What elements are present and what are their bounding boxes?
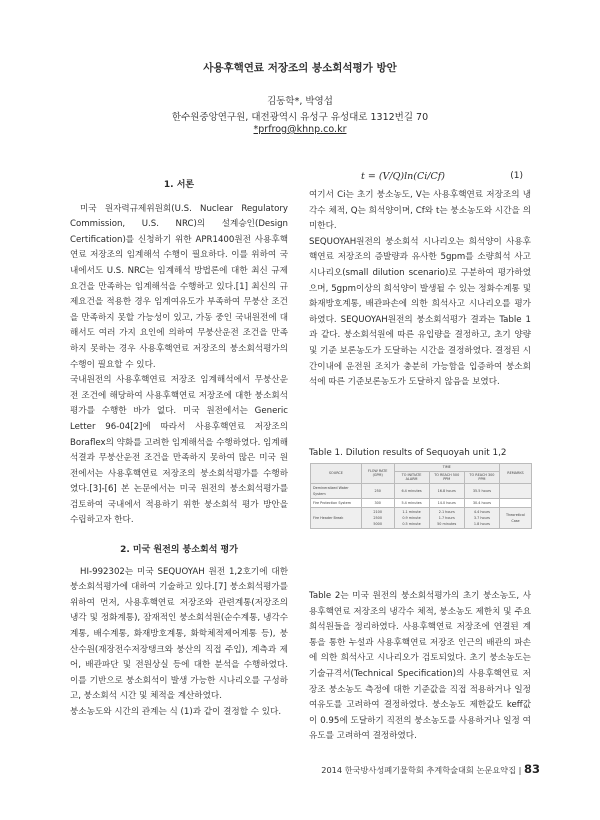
cell-500: 16.8 hours — [429, 483, 464, 498]
col-flow-rate: FLOW RATE (GPM) — [361, 464, 394, 484]
cell-alarm: 1.1 minute 0.9 minute 0.5 minute — [394, 507, 429, 528]
table-row — [311, 498, 532, 507]
left-column — [70, 178, 288, 721]
cell-source: Demineralized Water System — [311, 483, 362, 498]
table-row — [311, 483, 532, 498]
cell-flow: 300 — [361, 498, 394, 507]
cell-flow: 2100 2500 5000 — [361, 507, 394, 528]
cell-500: 14.0 hours — [429, 498, 464, 507]
page-number: 83 — [523, 762, 540, 776]
table-row — [311, 507, 532, 528]
footer-text: 2014 한국방사성폐기물학회 추계학술대회 논문요약집 — [321, 765, 516, 775]
right-column-lower — [309, 589, 531, 745]
equation-number: (1) — [510, 171, 523, 181]
col-source: SOURCE — [311, 464, 362, 484]
cell-remarks — [499, 483, 531, 498]
intro-paragraph-2: 국내원전의 사용후핵연료 저장조 임계해석에서 무붕산운전 조건에 해당하여 사용후핵연료 저장조에 대한 붕소회석 평가를 수행한 바가 없다. 미국 원전에서는 Generic Letter 96-04[2]에 따라서 사용후핵연료 저장조의 Boraflex의 약화를 고려한 임계해석을 수행하였다. 임계해석결과 무붕산운전 조건을 만족하지 못하여 많은 미국 원전에서는 사용후핵연료 저장조의 붕소회석평가를 수행하였다.[3]-[6] 본 논문에서는 미국 원전의 붕소회석평가를 검토하여 국내에서 적용하기 위한 붕소회석 평가 방안을 수립하고자 한다. — [70, 375, 289, 526]
section-heading-us-plants: 2. 미국 원전의 붕소회석 평가 — [120, 545, 238, 556]
affiliation: 한수원중앙연구원, 대전광역시 유성구 유성대로 1312번길 70 — [171, 112, 429, 123]
cell-300: 30.4 hours — [464, 498, 499, 507]
cell-300: 4.4 hours 3.7 hours 1.8 hours — [464, 507, 499, 528]
us-paragraph-1: HI-992302는 미국 SEQUOYAH 원전 1,2호기에 대한 붕소회석평가에 대하여 기술하고 있다.[7] 붕소회석평가를 위하여 먼저, 사용후핵연료 저장조와 관련계통(저장조의 냉각 및 정화계통), 잠재적인 붕소회석원(순수계통, 냉각수계통, 배수계통, 화재방호계통, 화학체적제어계통 등), 붕산수원(재장전수저장탱크와 붕산의 직접 주입), 계측과 제어, 배관파단 및 전원상실 등에 대한 분석을 수행하였다. 이를 기반으로 붕소회석이 발생 가능한 시나리오를 구성하고, 붕소회석 시간 및 체적을 계산하였다. — [70, 566, 288, 702]
cell-source: Fire Header Break — [311, 507, 362, 528]
footer — [321, 762, 540, 776]
col-time-alarm: TO INITIATE ALARM — [394, 471, 429, 483]
intro-paragraph-1: 미국 원자력규제위원회(U.S. Nuclear Regulatory Commission, U.S. NRC)의 설계승인(Design Certification)를 신청하기 위한 APR1400원전 사용후핵연료 저장조의 임계해석 수행이 필요하다. 이를 위하여 국내에서도 U.S. NRC는 임계해석 방법론에 대한 최신 규제요건을 만족하는 임계해석을 수행하고 있다.[1] 최신의 규제요건을 적용한 경우 임계여유도가 부족하여 무붕산 조건을 만족하지 못할 가능성이 있고, 가동 중인 국내원전에 대해서도 여러 가지 요인에 의하여 무붕산운전 조건을 만족하지 못하는 경우 사용후핵연료 저장조의 붕소회석평가의 수행이 필요할 수 있다. — [70, 203, 288, 370]
col-time-300: TO REACH 300 PPM — [464, 471, 499, 483]
right-paragraph-3: Table 2는 미국 원전의 붕소회석평가의 초기 붕소농도, 사용후핵연료 저장조의 냉각수 체적, 붕소농도 제한치 및 주요 희석원들을 정리하였다. 사용후핵연료 저장조에 연결된 계통을 통한 누설과 사용후핵연료 저장조 인근의 배관의 파손에 의한 희석사고 시나리오가 검토되었다. 초기 붕소농도는 기술규격서(Technical Specification)의 사용후핵연료 저장조 붕소농도 측정에 대한 기준값을 직접 적용하거나 일정 여유도를 고려하여 결정하였다. 붕소농도 제한값도 keff값이 0.95에 도달하기 직전의 붕소농도를 사용하거나 일정 여유도를 고려하여 결정하였다. — [309, 591, 531, 742]
col-time: TIME — [394, 464, 499, 472]
equation-formula: t = (V/Q)ln(Ci/Cf) — [361, 171, 445, 182]
us-paragraph-2: 붕소농도와 시간의 관계는 식 (1)과 같이 결정할 수 있다. — [70, 707, 282, 717]
author-line: 김동학*, 박영섭 — [267, 96, 333, 107]
email-text: *prfrog@khnp.co.kr — [253, 124, 347, 135]
right-column-upper — [309, 188, 531, 391]
col-time-500: TO REACH 500 PPM — [429, 471, 464, 483]
paper-title: 사용후핵연료 저장조의 붕소회석평가 방안 — [203, 62, 397, 74]
cell-remarks — [499, 498, 531, 507]
right-paragraph-2: SEQUOYAH원전의 붕소회석 시나리오는 희석양이 사용후핵연료 저장조의 증발량과 유사한 5gpm를 소량희석 사고시나리오(small dilution scenario)로 구분하여 평가하였으며, 5gpm이상의 희석양이 발생될 수 있는 정화수계통 및 화재방호계통, 배관파손에 의한 희석사고 시나리오를 평가하였다. SEQUOYAH원전의 붕소회석평가 결과는 Table 1과 같다. 붕소회석원에 따른 유입량을 결정하고, 초기 양량 및 기준 보론농도가 도달하는 시간을 결정하였다. 결정된 시간이내에 운전원 조치가 충분히 가능함을 입증하여 붕소회석에 따른 기준보론농도가 도달하지 않음을 보였다. — [309, 236, 531, 388]
cell-remarks: Theoretical Case — [499, 507, 531, 528]
cell-500: 2.1 hours 1.7 hours 50 minutes — [429, 507, 464, 528]
right-paragraph-1: 여기서 Ci는 초기 붕소농도, V는 사용후핵연료 저장조의 냉각수 체적, Q는 희석양이며, Cf와 t는 붕소농도와 시간을 의미한다. — [309, 190, 531, 232]
email — [0, 124, 600, 135]
col-remarks: REMARKS — [499, 464, 531, 484]
cell-alarm: 6.4 minutes — [394, 483, 429, 498]
cell-source: Fire Protection System — [311, 498, 362, 507]
dilution-table — [310, 463, 532, 529]
cell-alarm: 5.4 minutes — [394, 498, 429, 507]
section-heading-intro: 1. 서론 — [163, 180, 195, 190]
table-caption: Table 1. Dilution results of Sequoyah unit 1,2 — [309, 448, 507, 458]
cell-300: 35.5 hours — [464, 483, 499, 498]
cell-flow: 250 — [361, 483, 394, 498]
footer-separator: | — [518, 765, 522, 775]
